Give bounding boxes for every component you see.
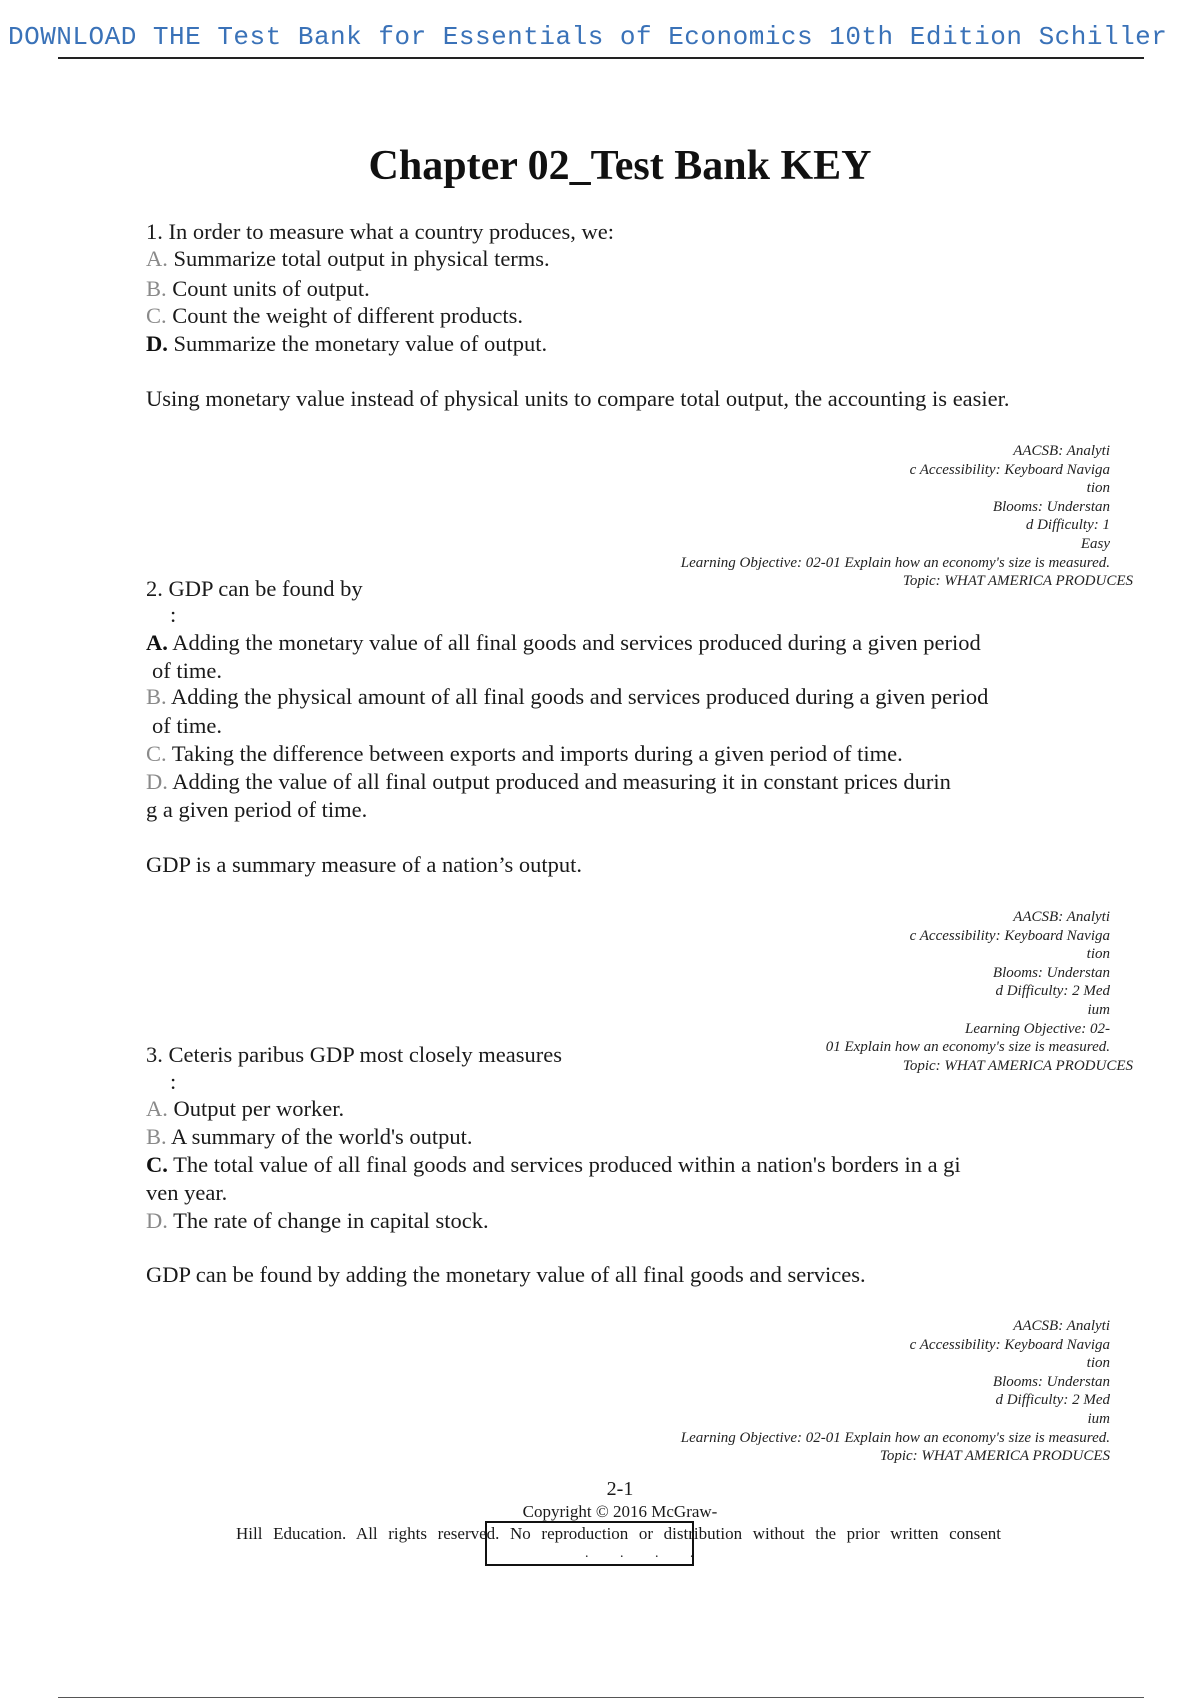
meta-line: Blooms: Understan: [992, 498, 1110, 515]
copyright-line-2: Hill Education. All rights reserved. No reproduction or distribution without the prior written consent: [236, 1524, 1001, 1543]
meta-line: tion: [1086, 1355, 1110, 1372]
page-title: Chapter 02_Test Bank KEY: [368, 143, 872, 189]
meta-line: c Accessibility: Keyboard Naviga: [909, 461, 1110, 478]
option-text: Count units of output.: [172, 276, 370, 301]
option-letter: A.: [146, 1096, 168, 1121]
option-continuation: of time.: [152, 713, 222, 738]
meta-line: AACSB: Analyti: [1013, 443, 1110, 459]
meta-line: Learning Objective: 02-: [965, 1020, 1110, 1037]
question-2-option-a-correct: [146, 629, 981, 657]
meta-line: Easy: [1080, 535, 1110, 552]
question-2-stem: 2. GDP can be found by: [146, 576, 363, 601]
question-3-colon: :: [170, 1069, 177, 1094]
option-text: Taking the difference between exports and imports during a given period of time.: [171, 741, 903, 766]
option-letter: B.: [146, 276, 167, 301]
question-1-metadata: [681, 442, 1110, 572]
option-text: Adding the monetary value of all final goods and services produced during a given period: [172, 630, 981, 655]
meta-line: 01 Explain how an economy's size is measured.: [825, 1039, 1110, 1056]
option-letter: D.: [146, 1208, 168, 1233]
question-1-topic: Topic: WHAT AMERICA PRODUCES: [902, 573, 1133, 589]
option-text: The rate of change in capital stock.: [173, 1208, 489, 1233]
option-letter: D.: [146, 331, 168, 356]
option-continuation: g a given period of time.: [146, 797, 368, 822]
option-text: The total value of all final goods and services produced within a nation's borders in a gi: [173, 1152, 961, 1177]
question-2-colon: :: [170, 602, 177, 627]
question-3-stem: 3. Ceteris paribus GDP most closely measures: [146, 1042, 562, 1067]
option-letter: A.: [146, 630, 168, 655]
option-text: Adding the physical amount of all final goods and services produced during a given period: [171, 684, 989, 709]
meta-line: tion: [1086, 480, 1110, 497]
option-continuation: of time.: [152, 658, 222, 683]
question-1-option-a: [146, 245, 550, 273]
meta-line: d Difficulty: 2 Med: [995, 983, 1110, 1000]
meta-line: ium: [1087, 1410, 1110, 1427]
header-rule: [58, 57, 1144, 59]
meta-line: Learning Objective: 02-01 Explain how an economy's size is measured.: [680, 1429, 1110, 1446]
question-2-option-b: [146, 683, 988, 711]
question-3-option-b: [146, 1123, 473, 1151]
option-text: Adding the value of all final output produced and measuring it in constant prices durin: [172, 769, 951, 794]
option-text: Summarize the monetary value of output.: [173, 331, 548, 356]
option-continuation: ven year.: [146, 1180, 228, 1205]
option-letter: C.: [146, 1152, 168, 1177]
meta-line: d Difficulty: 1: [1025, 517, 1110, 534]
option-letter: B.: [146, 1124, 167, 1149]
meta-line: d Difficulty: 2 Med: [995, 1392, 1110, 1409]
question-3-metadata: [681, 1317, 1110, 1466]
footer-rule: [58, 1697, 1144, 1698]
question-3-explanation: GDP can be found by adding the monetary value of all final goods and services.: [146, 1262, 866, 1287]
option-text: Output per worker.: [173, 1096, 345, 1121]
question-1-stem: 1. In order to measure what a country produces, we:: [146, 219, 614, 244]
option-letter: C.: [146, 303, 167, 328]
meta-line: AACSB: Analyti: [1013, 1318, 1110, 1334]
download-banner-link[interactable]: DOWNLOAD THE Test Bank for Essentials of Economics 10th Edition Schiller: [8, 22, 1168, 52]
option-text: A summary of the world's output.: [171, 1124, 473, 1149]
option-text: Summarize total output in physical terms.: [173, 246, 550, 271]
question-2-option-d: [146, 768, 951, 796]
meta-line: AACSB: Analyti: [1013, 909, 1110, 925]
question-2-topic: Topic: WHAT AMERICA PRODUCES: [902, 1058, 1133, 1074]
option-letter: D.: [146, 769, 168, 794]
footer-dots: . . . .: [585, 1546, 708, 1561]
meta-line: Blooms: Understan: [992, 964, 1110, 981]
meta-line: Topic: WHAT AMERICA PRODUCES: [879, 1448, 1110, 1465]
meta-line: ium: [1087, 1001, 1110, 1018]
question-3-option-d: [146, 1207, 489, 1235]
question-2-explanation: GDP is a summary measure of a nation’s output.: [146, 852, 582, 877]
option-letter: C.: [146, 741, 167, 766]
option-letter: B.: [146, 684, 167, 709]
meta-line: Blooms: Understan: [992, 1373, 1110, 1390]
meta-line: c Accessibility: Keyboard Naviga: [909, 1336, 1110, 1353]
meta-line: Learning Objective: 02-01 Explain how an economy's size is measured.: [680, 554, 1110, 571]
question-1-explanation: Using monetary value instead of physical units to compare total output, the accounting is easier.: [146, 386, 1010, 411]
question-2-metadata: [826, 908, 1110, 1057]
page-number: 2-1: [606, 1478, 634, 1500]
option-letter: A.: [146, 246, 168, 271]
question-1-option-b: [146, 275, 370, 303]
copyright-line-1: Copyright © 2016 McGraw-: [522, 1502, 718, 1521]
question-1-option-c: [146, 302, 523, 330]
option-text: Count the weight of different products.: [172, 303, 524, 328]
meta-line: c Accessibility: Keyboard Naviga: [909, 927, 1110, 944]
question-3-option-c-correct: [146, 1151, 961, 1179]
question-1-option-d-correct: [146, 330, 547, 358]
question-3-option-a: [146, 1095, 344, 1123]
question-2-option-c: [146, 740, 903, 768]
meta-line: tion: [1086, 946, 1110, 963]
